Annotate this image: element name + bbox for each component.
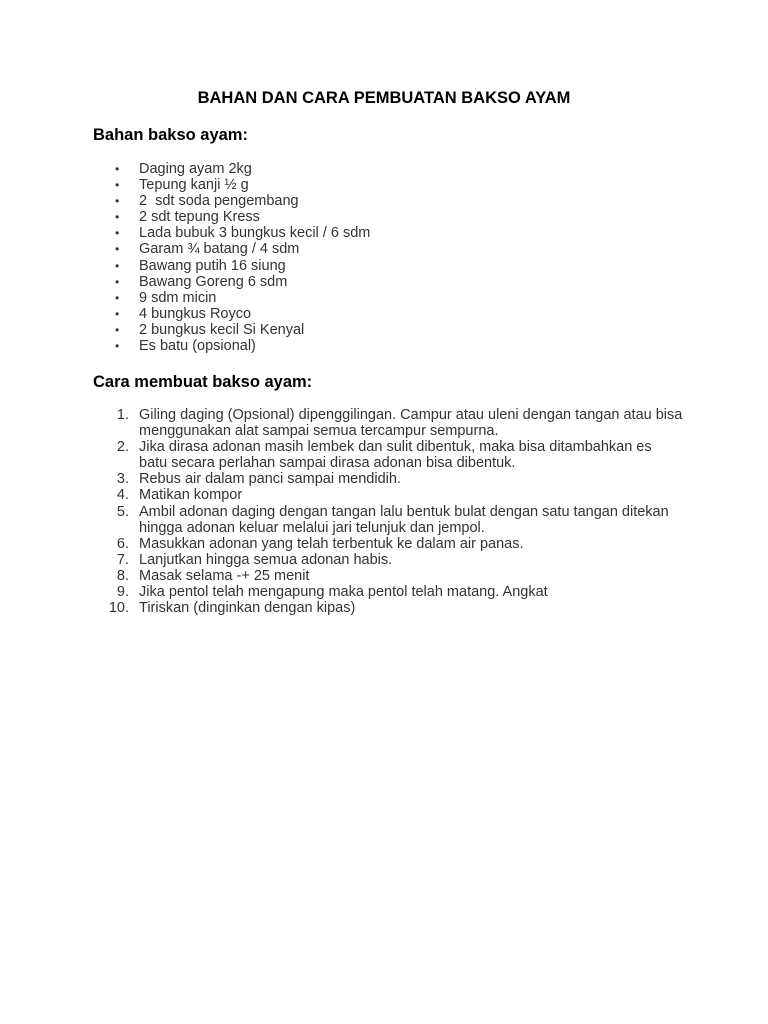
list-item [93,241,370,257]
list-item [93,306,370,322]
ingredient-text: 9 sdm micin [139,289,217,306]
ingredient-text: Lada bubuk 3 bungkus kecil / 6 sdm [139,225,371,242]
step-text: Jika pentol telah mengapung maka pentol telah matang. Angkat [139,584,548,601]
step-text: Matikan kompor [139,487,243,504]
step-number: 10. [108,600,129,617]
list-item [93,161,370,177]
list-item [93,407,683,439]
list-item [93,225,370,241]
list-item [93,290,370,306]
list-item [93,439,683,471]
list-item [93,584,683,600]
step-number: 7. [116,551,129,568]
ingredients-heading: Bahan bakso ayam: [93,126,248,144]
step-text: Lanjutkan hingga semua adonan habis. [139,551,393,568]
bullet-marker: • [115,322,120,337]
steps-list [93,407,683,616]
list-item [93,177,370,193]
step-number: 9. [116,584,129,601]
ingredient-text: Garam ¾ batang / 4 sdm [139,241,300,258]
ingredient-text: 2 sdt soda pengembang [139,193,299,210]
step-text: Ambil adonan daging dengan tangan lalu bentuk bulat dengan satu tangan ditekan hingga adonan keluar melalui jari telunjuk dan jempol. [139,503,669,536]
bullet-marker: • [115,194,120,209]
list-item [93,209,370,225]
ingredient-text: Tepung kanji ½ g [139,177,249,194]
bullet-marker: • [115,210,120,225]
step-number: 5. [116,503,129,520]
list-item [93,322,370,338]
document-title: BAHAN DAN CARA PEMBUATAN BAKSO AYAM [197,89,571,107]
bullet-marker: • [115,339,120,354]
step-text: Rebus air dalam panci sampai mendidih. [139,471,401,488]
bullet-marker: • [115,178,120,193]
ingredient-text: 2 sdt tepung Kress [139,209,260,226]
step-number: 4. [116,487,129,504]
list-item [93,536,683,552]
ingredient-text: Es batu (opsional) [139,338,256,355]
bullet-marker: • [115,306,120,321]
step-text: Jika dirasa adonan masih lembek dan sulit dibentuk, maka bisa ditambahkan es batu secara perlahan sampai dirasa adonan bisa dibentuk. [139,439,652,472]
list-item [93,568,683,584]
list-item [93,552,683,568]
bullet-marker: • [115,226,120,241]
bullet-marker: • [115,274,120,289]
bullet-marker: • [115,290,120,305]
list-item [93,274,370,290]
bullet-marker: • [115,242,120,257]
bullet-marker: • [115,258,120,273]
ingredient-text: 2 bungkus kecil Si Kenyal [139,321,305,338]
bullet-marker: • [115,162,120,176]
step-text: Masak selama -+ 25 menit [139,567,310,584]
step-number: 1. [116,407,129,423]
step-number: 2. [116,439,129,456]
list-item [93,504,683,536]
list-item [93,338,370,354]
ingredient-text: 4 bungkus Royco [139,305,252,322]
list-item [93,193,370,209]
step-text: Tiriskan (dinginkan dengan kipas) [139,600,356,617]
list-item [93,471,683,487]
step-number: 8. [116,567,129,584]
step-number: 3. [116,471,129,488]
ingredient-text: Bawang Goreng 6 sdm [139,273,288,290]
ingredient-text: Daging ayam 2kg [139,161,252,177]
step-text: Masukkan adonan yang telah terbentuk ke dalam air panas. [139,535,524,552]
ingredients-list [93,161,370,354]
list-item [93,258,370,274]
step-text: Giling daging (Opsional) dipenggilingan. Campur atau uleni dengan tangan atau bisa menggunakan alat sampai semua tercampur sempurna. [139,407,683,440]
steps-heading: Cara membuat bakso ayam: [93,373,313,391]
list-item [93,600,683,616]
step-number: 6. [116,535,129,552]
ingredient-text: Bawang putih 16 siung [139,257,286,274]
list-item [93,487,683,503]
